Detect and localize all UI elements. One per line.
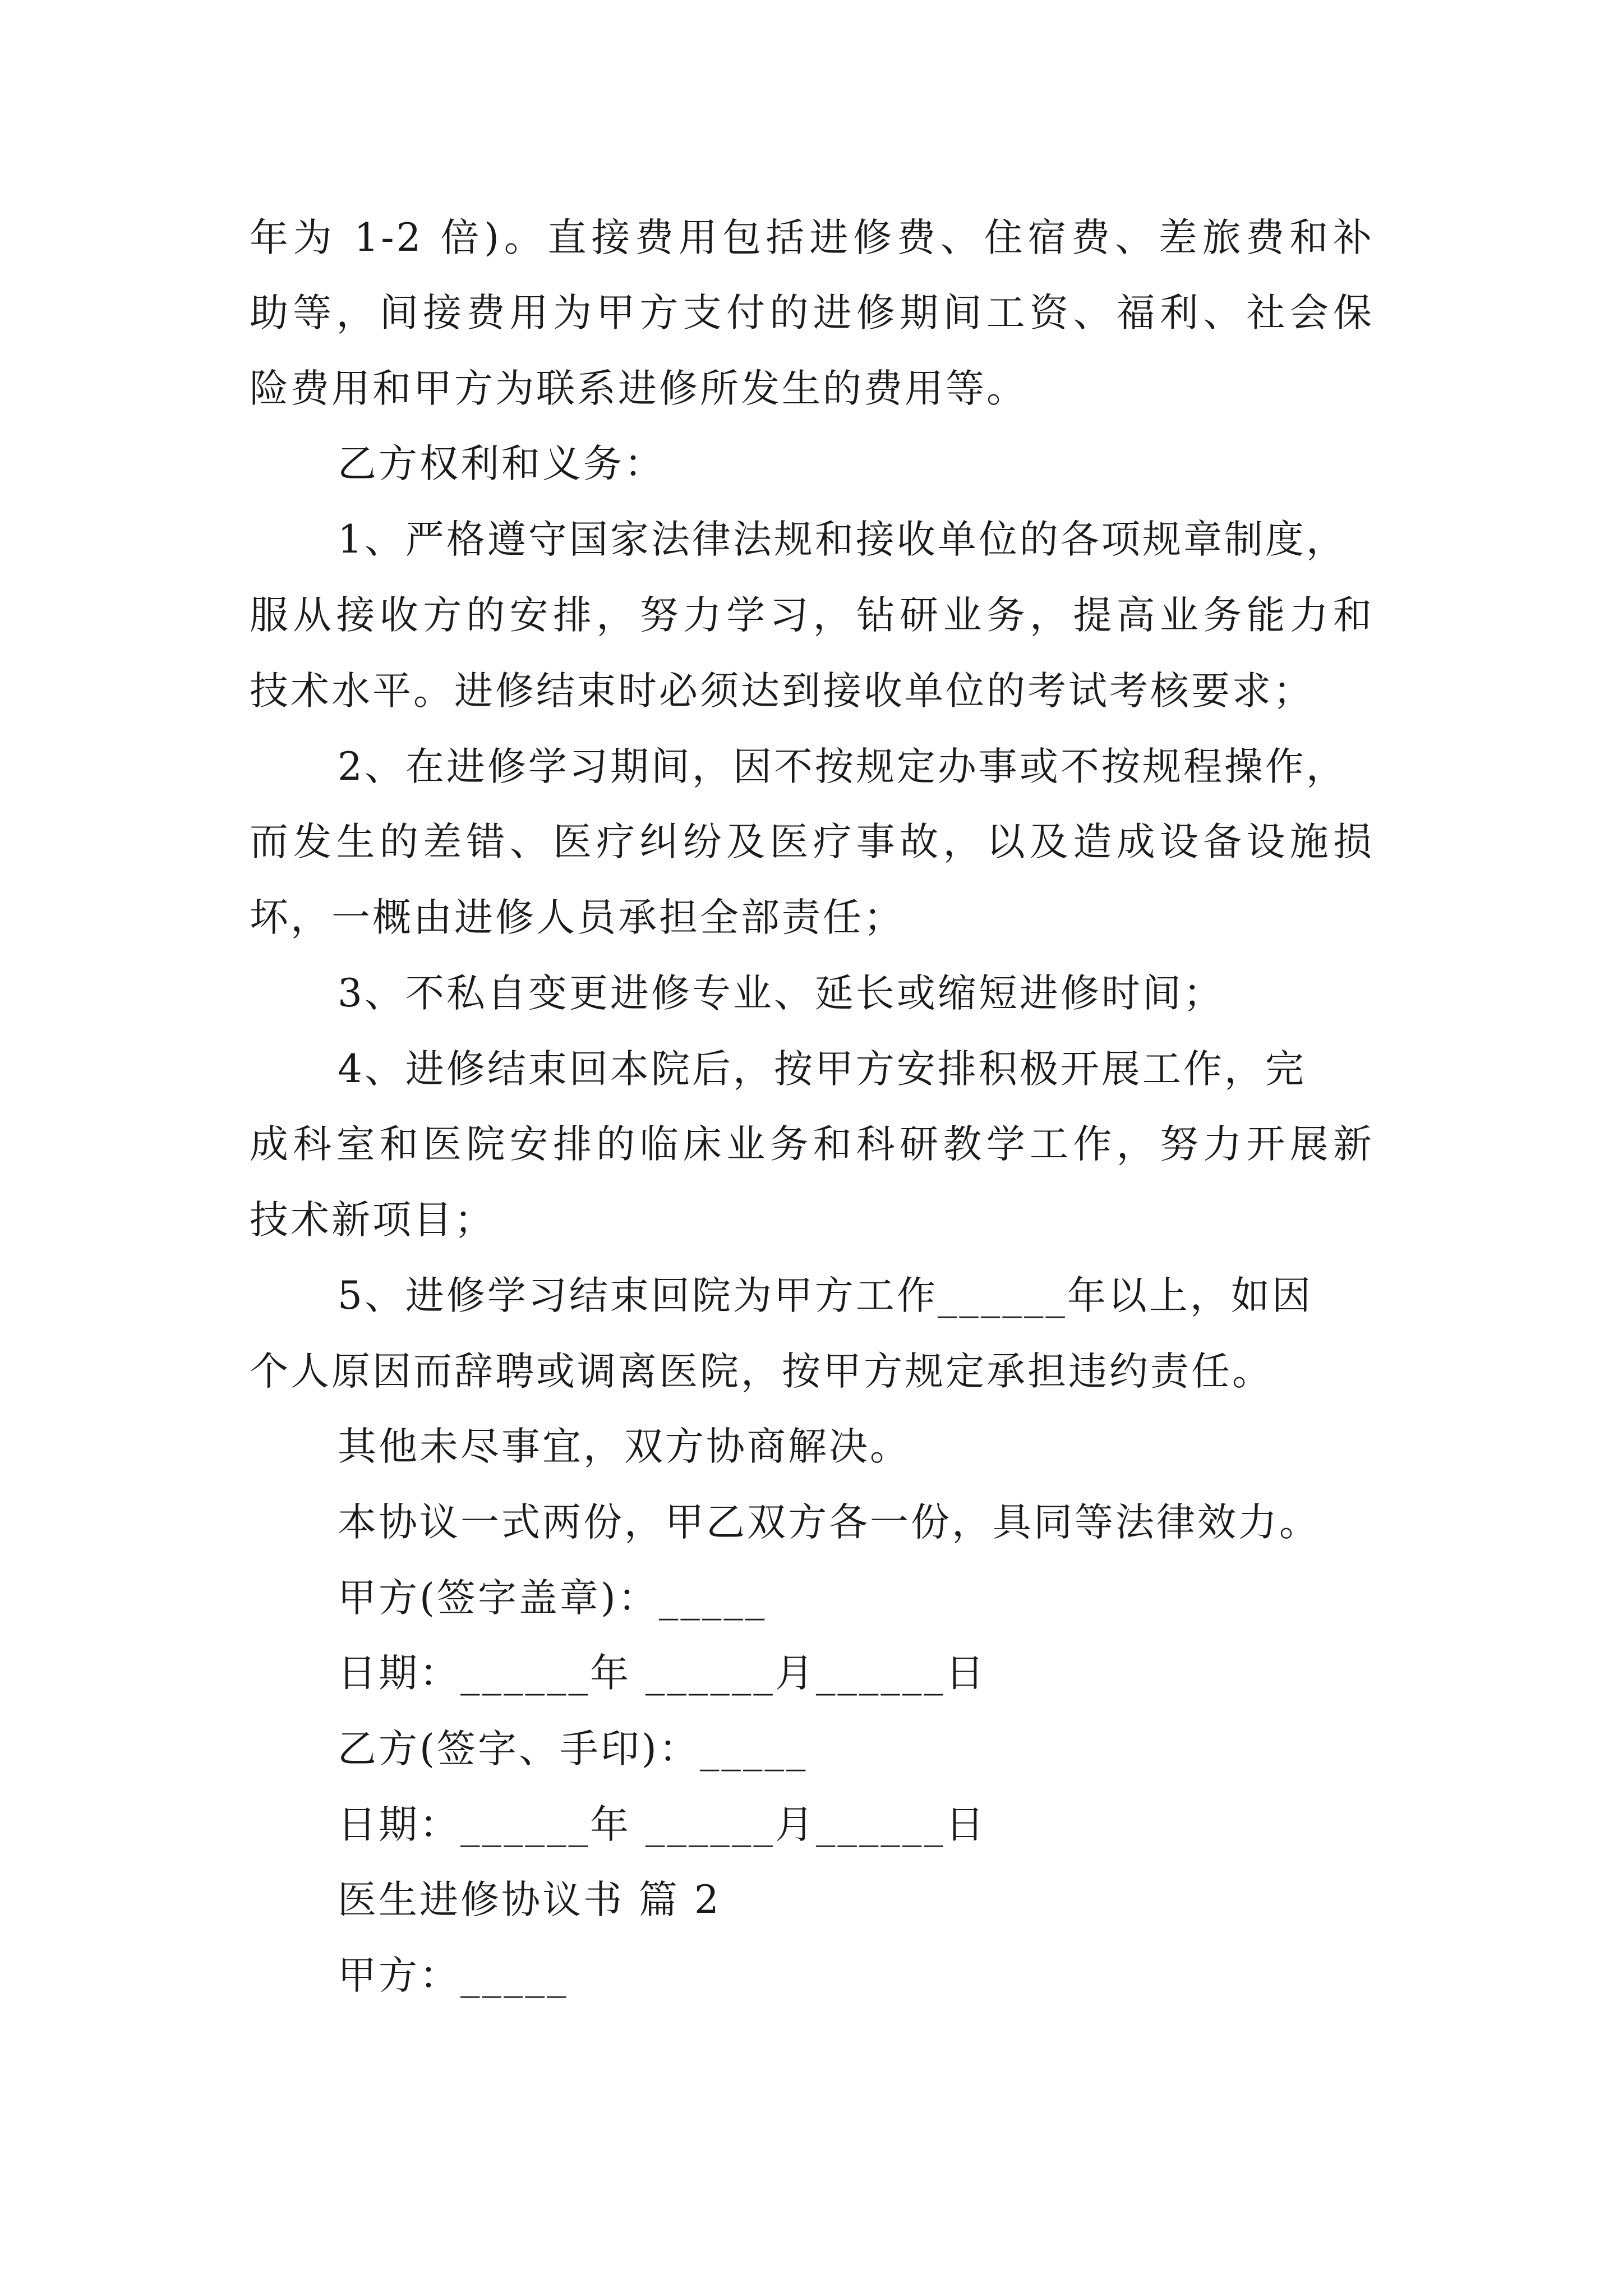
list-item-line: 而发生的差错、医疗纠纷及医疗事故，以及造成设备设施损 (250, 820, 1374, 864)
party-a-line: 甲方：_____ (338, 1953, 569, 1998)
list-item-line: 3、不私自变更进修专业、延长或缩短进修时间； (338, 971, 1224, 1016)
paragraph-line: 本协议一式两份，甲乙双方各一份，具同等法律效力。 (338, 1500, 1320, 1545)
signature-line-party-a: 甲方(签字盖章)：_____ (338, 1576, 767, 1621)
list-item-line: 4、进修结束回本院后，按甲方安排积极开展工作，完 (338, 1047, 1306, 1092)
paragraph-line: 险费用和甲方为联系进修所发生的费用等。 (250, 366, 1027, 411)
paragraph-line: 其他未尽事宜，双方协商解决。 (338, 1424, 911, 1469)
section-heading: 乙方权利和义务： (338, 441, 665, 486)
list-item-line: 1、严格遵守国家法律法规和接收单位的各项规章制度， (338, 517, 1347, 562)
list-item-line: 服从接收方的安排，努力学习，钻研业务，提高业务能力和 (250, 593, 1374, 638)
list-item-line: 技术水平。进修结束时必须达到接收单位的考试考核要求； (250, 669, 1314, 714)
signature-line-party-b: 乙方(签字、手印)：_____ (338, 1727, 808, 1772)
list-item-line: 坏，一概由进修人员承担全部责任； (250, 895, 905, 940)
date-line-party-b: 日期：______年 ______月______日 (338, 1802, 986, 1847)
list-item-line: 技术新项目； (250, 1198, 495, 1243)
date-line-party-a: 日期：______年 ______月______日 (338, 1651, 986, 1696)
list-item-line: 5、进修学习结束回院为甲方工作______年以上，如因 (338, 1273, 1313, 1318)
document-title: 医生进修协议书 篇 2 (338, 1878, 721, 1922)
list-item-line: 2、在进修学习期间，因不按规定办事或不按规程操作， (338, 744, 1347, 789)
list-item-line: 个人原因而辞聘或调离医院，按甲方规定承担违约责任。 (250, 1349, 1273, 1394)
paragraph-line: 助等，间接费用为甲方支付的进修期间工资、福利、社会保 (250, 291, 1374, 335)
list-item-line: 成科室和医院安排的临床业务和科研教学工作，努力开展新 (250, 1122, 1374, 1167)
paragraph-line: 年为 1-2 倍)。直接费用包括进修费、住宿费、差旅费和补 (250, 215, 1374, 260)
